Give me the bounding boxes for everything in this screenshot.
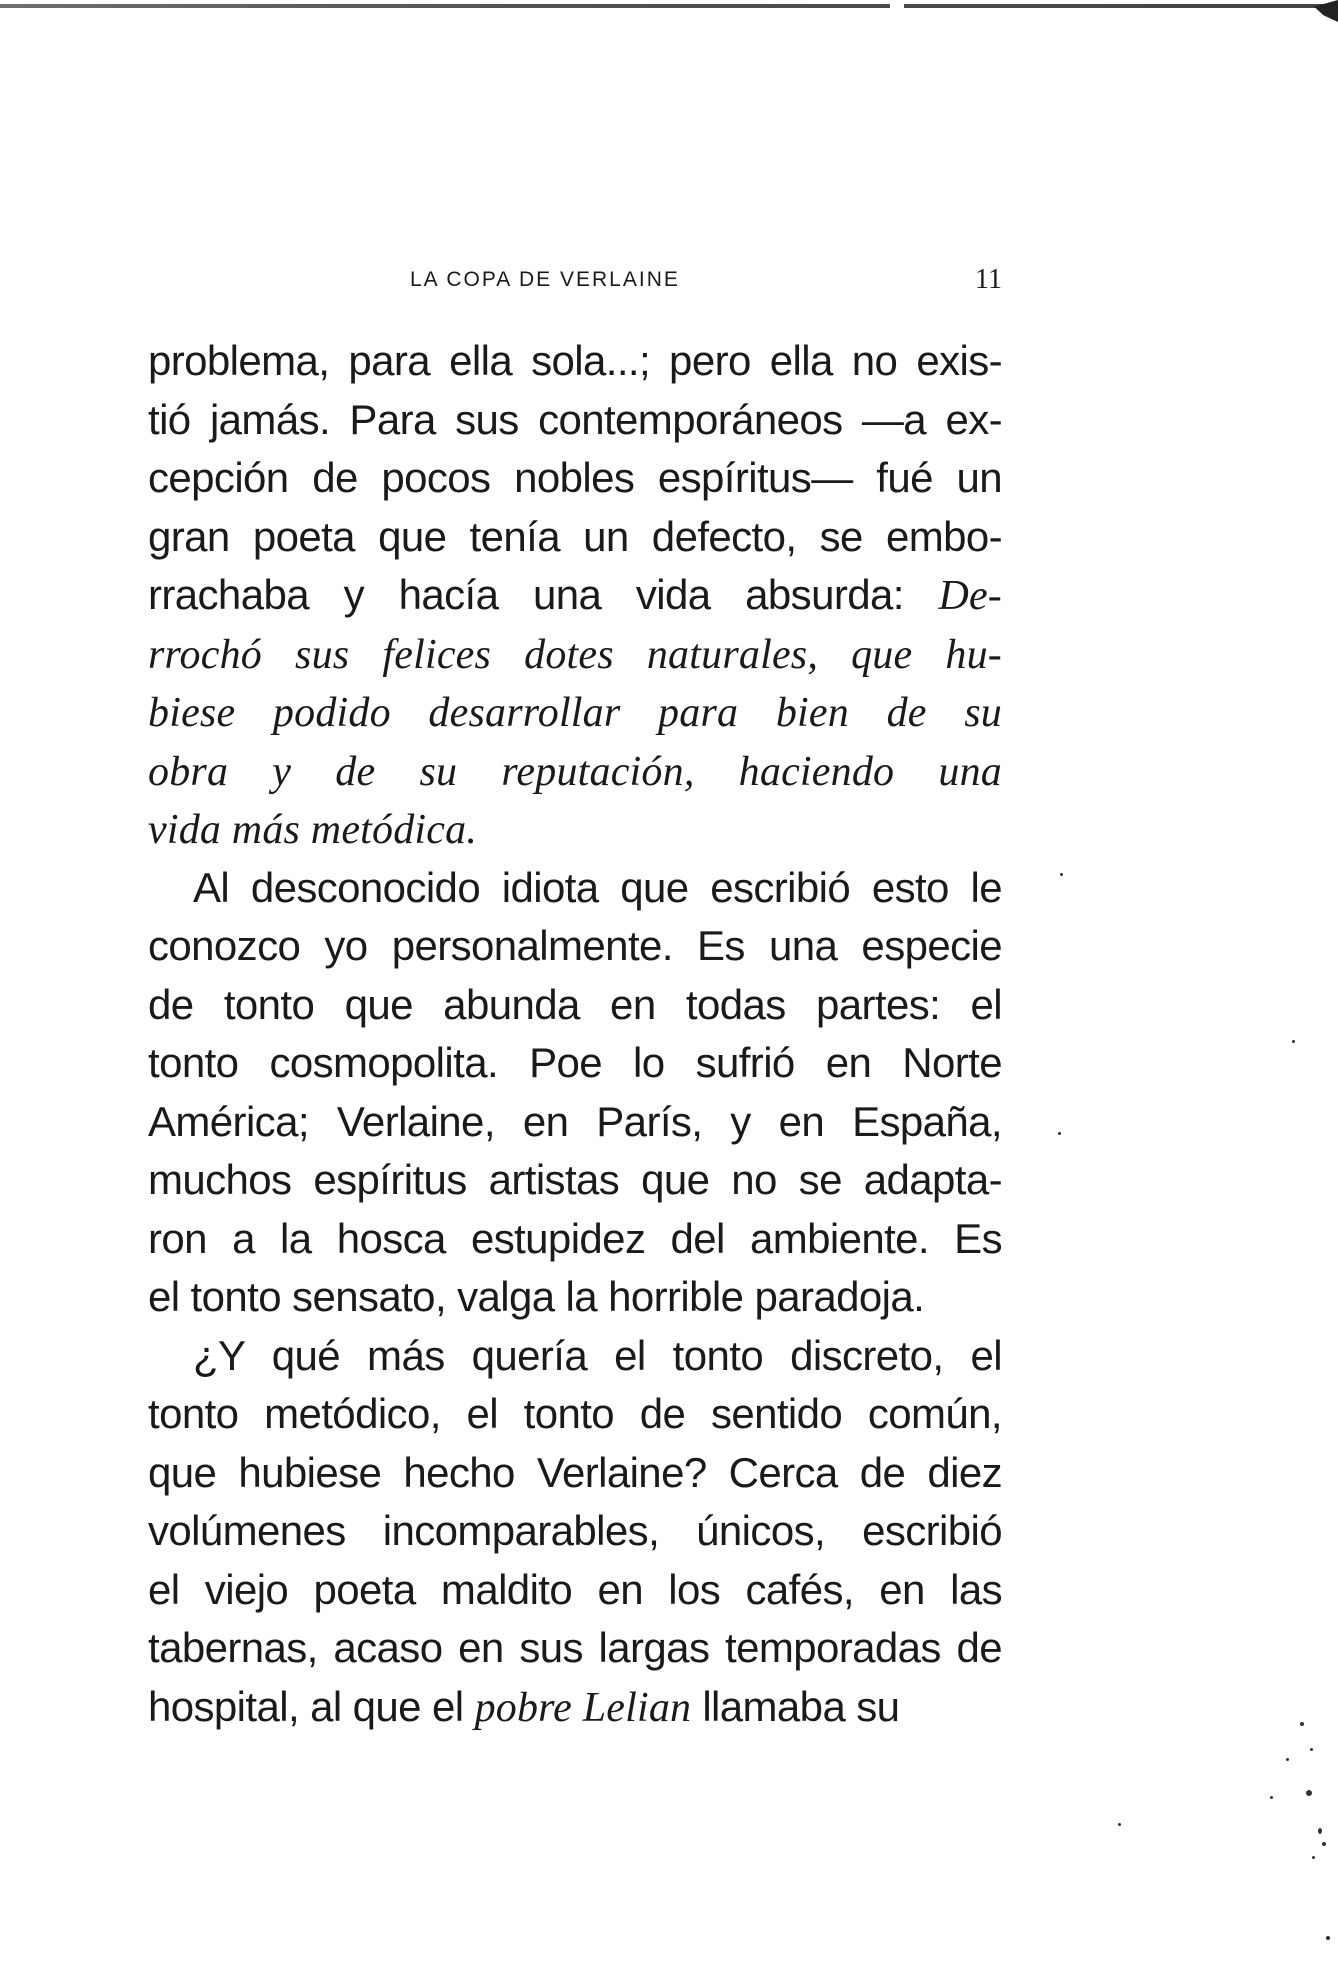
scan-speck [1058,1132,1061,1135]
text-run: ¿Y qué más quería el tonto discreto, el [193,1331,1002,1379]
text-line [148,508,1002,567]
running-title: LA COPA DE VERLAINE [410,268,680,291]
running-header [150,264,1002,302]
text-run: tió jamás. Para sus contemporáneos —a ex- [148,395,1002,443]
text-line [148,1151,1002,1210]
text-line [148,742,1002,801]
text-run: llamaba su [691,1682,900,1730]
text-line [148,859,1002,918]
text-line [148,566,1002,625]
text-line [148,800,1002,859]
scan-speck [1322,1842,1326,1846]
paragraph [148,1327,1002,1737]
scan-speck [1326,1936,1330,1940]
italic-text: vida más metódica. [148,807,478,853]
text-run: que hubiese hecho Verlaine? Cerca de diez [148,1448,1002,1496]
text-run: rrachaba y hacía una vida absurda: [148,571,939,618]
body-text [148,332,1002,1736]
scan-speck [1306,1790,1312,1796]
text-line [148,1502,1002,1561]
text-line [148,625,1002,684]
text-line [148,976,1002,1035]
scan-speck [1300,1722,1304,1726]
text-line [148,1210,1002,1269]
paragraph [148,859,1002,1327]
text-run: tonto metódico, el tonto de sentido común, [148,1390,1002,1437]
text-line [148,1385,1002,1444]
text-run: conozco yo personalmente. Es una especie [148,922,1002,969]
scan-speck [1286,1758,1289,1761]
text-run: cepción de pocos nobles espíritus— fué un [148,454,1002,501]
italic-text: rrochó sus felices dotes naturales, que hu- [148,631,1002,678]
text-line [148,1561,1002,1620]
italic-text: biese podido desarrollar para bien de su [148,690,1002,736]
text-line [148,917,1002,976]
italic-text: pobre Lelian [474,1684,692,1731]
text-run: volúmenes incomparables, únicos, escribió [148,1507,1002,1554]
text-run: problema, para ella sola...; pero ella no exis- [148,337,1002,384]
text-run: tabernas, acaso en sus largas temporadas de [148,1624,1002,1671]
text-run: muchos espíritus artistas que no se adapta- [148,1156,1002,1203]
text-run: América; Verlaine, en París, y en España, [148,1097,1002,1145]
text-line [148,1327,1002,1386]
text-line [148,332,1002,391]
scan-speck [1312,1856,1315,1859]
scan-speck [1060,873,1063,876]
text-line [148,1619,1002,1678]
text-line [148,1268,1002,1327]
text-line [148,683,1002,742]
text-run: tonto cosmopolita. Poe lo sufrió en Norte [148,1039,1002,1086]
text-line [148,1678,1002,1737]
text-run: de tonto que abunda en todas partes: el [148,980,1002,1028]
scan-speck [1318,1828,1322,1834]
text-run: el tonto sensato, valga la horrible paradoja. [148,1273,925,1320]
text-line [148,391,1002,450]
italic-text: De- [938,573,1002,619]
text-run: gran poeta que tenía un defecto, se embo- [148,512,1002,560]
text-line [148,449,1002,508]
top-border-rule [0,4,1338,8]
text-run: hospital, al que el [148,1682,475,1730]
text-line [148,1034,1002,1093]
scan-speck [1310,1748,1313,1751]
text-run: ron a la hosca estupidez del ambiente. Es [148,1214,1002,1262]
paragraph [148,332,1002,859]
scan-speck [1270,1796,1273,1799]
text-run: el viejo poeta maldito en los cafés, en las [148,1565,1002,1613]
text-run: Al desconocido idiota que escribió esto le [193,863,1002,911]
scan-speck [1118,1823,1121,1826]
scan-speck [1292,1040,1295,1043]
page-number: 11 [975,264,1002,295]
top-border-gap [890,2,904,10]
text-line [148,1093,1002,1152]
italic-text: obra y de su reputación, haciendo una [148,748,1002,795]
text-line [148,1444,1002,1503]
